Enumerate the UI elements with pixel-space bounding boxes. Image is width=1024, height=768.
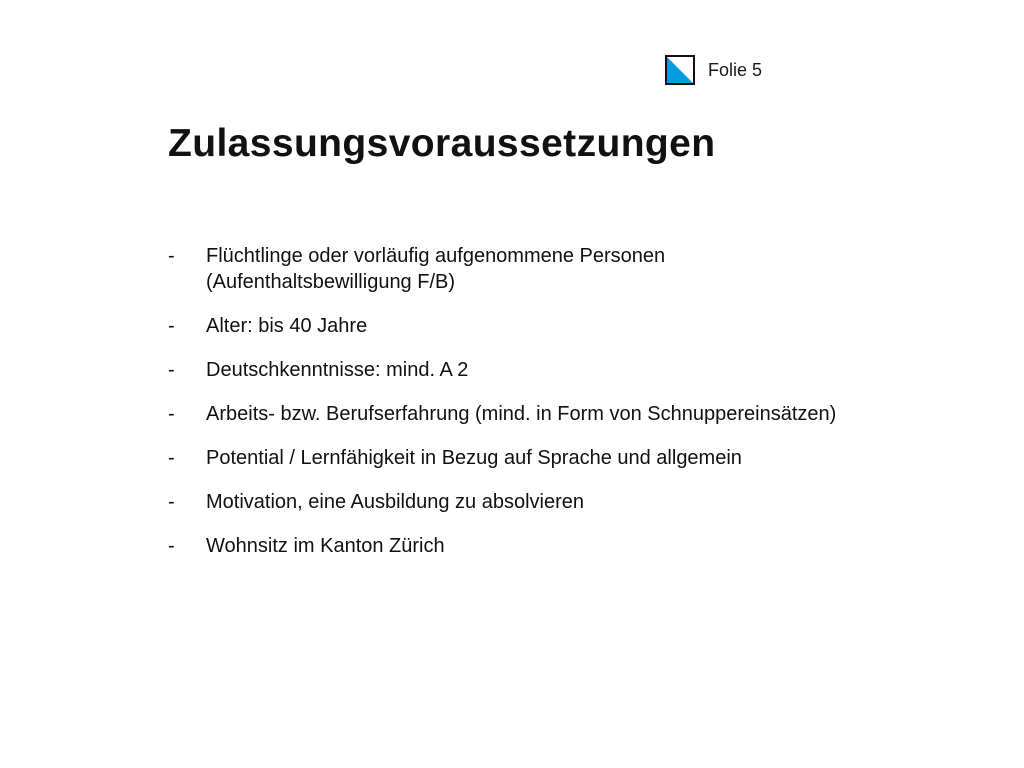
- bullet-dash: -: [168, 535, 175, 557]
- list-item-text: Motivation, eine Ausbildung zu absolvieren: [206, 491, 585, 513]
- bullet-dash: -: [168, 359, 175, 381]
- bullet-dash: -: [168, 315, 175, 337]
- list-item: [168, 533, 958, 559]
- list-item: [168, 445, 958, 471]
- requirements-list: [168, 243, 958, 577]
- list-item: [168, 401, 958, 427]
- slide-header: [665, 54, 762, 86]
- list-item-text: Arbeits- bzw. Berufserfahrung (mind. in Form von Schnuppereinsätzen): [206, 403, 837, 425]
- list-item-text: Wohnsitz im Kanton Zürich: [206, 535, 445, 557]
- bullet-dash: -: [168, 447, 175, 469]
- list-item-text: Potential / Lernfähigkeit in Bezug auf Sprache und allgemein: [206, 447, 742, 469]
- list-item-line: Flüchtlinge oder vorläufig aufgenommene Personen: [206, 245, 666, 267]
- slide-number: Folie 5: [708, 60, 763, 80]
- list-item: [168, 243, 958, 295]
- bullet-dash: -: [168, 245, 175, 267]
- zurich-canton-logo-icon: [665, 55, 695, 85]
- bullet-dash: -: [168, 403, 175, 425]
- page-title: Zulassungsvoraussetzungen: [168, 122, 716, 165]
- list-item: [168, 357, 958, 383]
- list-item-text: Deutschkenntnisse: mind. A 2: [206, 359, 469, 381]
- bullet-dash: -: [168, 491, 175, 513]
- list-item: [168, 313, 958, 339]
- list-item-line: (Aufenthaltsbewilligung F/B): [206, 271, 456, 293]
- list-item-text: [206, 243, 958, 295]
- list-item-text: Alter: bis 40 Jahre: [206, 315, 368, 337]
- list-item: [168, 489, 958, 515]
